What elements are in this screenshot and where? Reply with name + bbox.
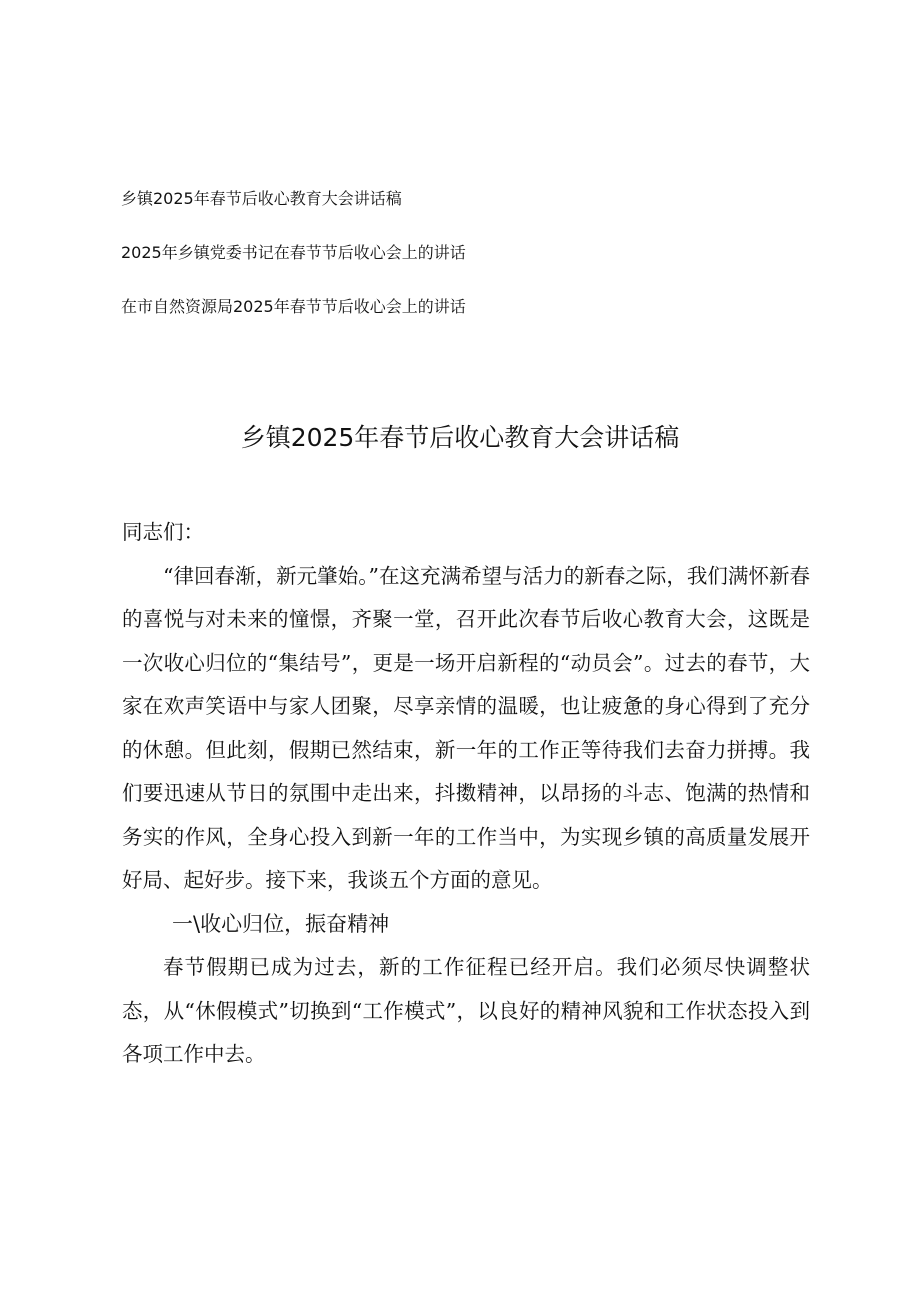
toc-item: 在市自然资源局2025年春节节后收心会上的讲话 bbox=[121, 297, 466, 316]
paragraph: 春节假期已成为过去，新的工作征程已经开启。我们必须尽快调整状态，从“休假模式”切换到“工作模式”，以良好的精神风貌和工作状态投入到各项工作中去。 bbox=[122, 955, 810, 1066]
toc-item: 2025年乡镇党委书记在春节节后收心会上的讲话 bbox=[121, 243, 466, 262]
section-heading: 一\收心归位，振奋精神 bbox=[172, 911, 390, 936]
toc-item: 乡镇2025年春节后收心教育大会讲话稿 bbox=[121, 189, 402, 208]
paragraph: “律回春渐，新元肇始。”在这充满希望与活力的新春之际，我们满怀新春的喜悦与对未来的憧憬，齐聚一堂，召开此次春节后收心教育大会，这既是一次收心归位的“集结号”，更是一场开启新程的“动员会”。过去的春节，大家在欢声笑语中与家人团聚，尽享亲情的温暖，也让疲惫的身心得到了充分的休憩。但此刻，假期已然结束，新一年的工作正等待我们去奋力拼搏。我们要迅速从节日的氛围中走出来，抖擞精神，以昂扬的斗志、饱满的热情和务实的作风，全身心投入到新一年的工作当中，为实现乡镇的高质量发展开好局、起好步。接下来，我谈五个方面的意见。 bbox=[122, 563, 810, 892]
document-title: 乡镇2025年春节后收心教育大会讲话稿 bbox=[240, 423, 680, 452]
table-of-contents bbox=[121, 186, 821, 348]
document-body bbox=[122, 511, 810, 1077]
greeting: 同志们： bbox=[122, 520, 204, 544]
